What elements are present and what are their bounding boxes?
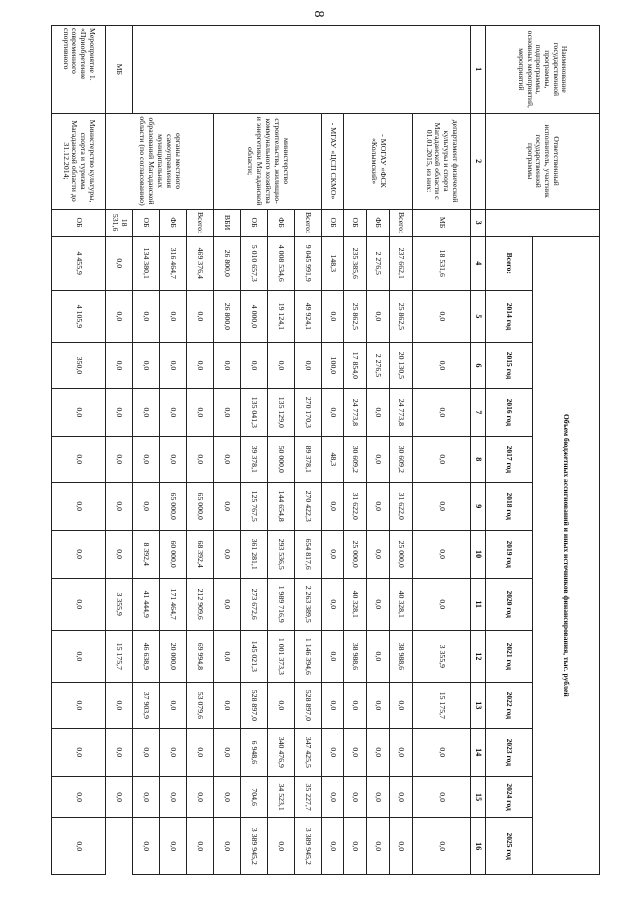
value-cell: 0,0	[214, 388, 241, 436]
value-cell: 347 425,5	[295, 728, 322, 776]
value-cell: 0,0	[344, 728, 367, 776]
value-cell: 0,0	[322, 818, 344, 875]
source-cell: МБ	[413, 209, 471, 236]
value-cell: 46 638,9	[133, 630, 160, 682]
value-cell: 100,0	[322, 343, 344, 389]
value-cell: 212 909,6	[187, 578, 214, 630]
value-cell: 0,0	[106, 682, 133, 728]
value-cell: 35 227,7	[295, 776, 322, 818]
value-cell: 24 773,8	[390, 388, 413, 436]
value-cell: 0,0	[344, 776, 367, 818]
value-cell: 31 622,0	[344, 482, 367, 530]
value-cell: 361 281,1	[241, 530, 268, 578]
column-number: 3	[471, 209, 486, 236]
value-cell: 350,0	[52, 343, 106, 389]
value-cell: 0,0	[413, 728, 471, 776]
value-cell: 0,0	[133, 388, 160, 436]
source-cell: Всего:	[187, 209, 214, 236]
value-cell: 0,0	[390, 776, 413, 818]
value-cell: 8 392,4	[133, 530, 160, 578]
value-cell: 0,0	[295, 343, 322, 389]
value-cell: 528 897,0	[295, 682, 322, 728]
total-cell: 148,3	[322, 236, 344, 290]
value-cell: 0,0	[214, 482, 241, 530]
value-cell: 0,0	[413, 436, 471, 482]
value-cell: 0,0	[268, 818, 295, 875]
value-cell: 528 897,0	[241, 682, 268, 728]
value-cell: 24 773,8	[344, 388, 367, 436]
value-cell: 0,0	[214, 630, 241, 682]
value-cell: 0,0	[413, 343, 471, 389]
value-cell: 0,0	[160, 682, 187, 728]
column-number: 6	[471, 343, 486, 389]
value-cell: 20 130,5	[390, 343, 413, 389]
column-number: 1	[471, 26, 486, 114]
value-cell: 144 654,8	[268, 482, 295, 530]
value-cell: 0,0	[106, 388, 133, 436]
value-cell: 293 536,5	[268, 530, 295, 578]
value-cell: 0,0	[322, 682, 344, 728]
value-cell: 0,0	[133, 818, 160, 875]
value-cell: 0,0	[133, 776, 160, 818]
value-cell: 0,0	[214, 728, 241, 776]
value-cell: 0,0	[52, 530, 106, 578]
value-cell: 0,0	[160, 776, 187, 818]
value-cell: 0,0	[322, 388, 344, 436]
value-cell: 17 854,0	[344, 343, 367, 389]
source-cell: ОБ	[133, 209, 160, 236]
value-cell: 0,0	[367, 290, 390, 342]
value-cell: 0,0	[367, 578, 390, 630]
value-cell: 0,0	[344, 682, 367, 728]
column-number: 12	[471, 630, 486, 682]
value-cell: 0,0	[322, 530, 344, 578]
source-cell: ОБ	[52, 209, 106, 236]
header-year-2025: 2025 год	[486, 818, 533, 875]
total-cell: 2 276,5	[367, 236, 390, 290]
value-cell: 40 328,1	[344, 578, 367, 630]
column-number: 13	[471, 682, 486, 728]
value-cell: 0,0	[160, 343, 187, 389]
value-cell: 1 989 716,9	[268, 578, 295, 630]
value-cell: 0,0	[322, 290, 344, 342]
value-cell: 0,0	[187, 776, 214, 818]
value-cell: 0,0	[133, 436, 160, 482]
source-cell: Всего:	[390, 209, 413, 236]
value-cell: 0,0	[214, 682, 241, 728]
column-number: 2	[471, 113, 486, 209]
value-cell: 25 862,5	[344, 290, 367, 342]
value-cell: 19 124,1	[268, 290, 295, 342]
value-cell: 0,0	[106, 776, 133, 818]
value-cell: 704,6	[241, 776, 268, 818]
total-cell: 316 464,7	[160, 236, 187, 290]
source-cell: ФБ	[268, 209, 295, 236]
column-number: 8	[471, 436, 486, 482]
total-cell: 469 376,4	[187, 236, 214, 290]
value-cell: 135 129,0	[268, 388, 295, 436]
value-cell: 49 924,1	[295, 290, 322, 342]
executor-cell: органы местного самоуправления муниципальных образований Магаданской области (по согласованию)	[106, 113, 214, 209]
header-year-2018: 2018 год	[486, 482, 533, 530]
source-cell: ВБИ	[214, 209, 241, 236]
source-cell: ФБ	[160, 209, 187, 236]
value-cell: 0,0	[367, 436, 390, 482]
value-cell: 0,0	[187, 436, 214, 482]
source-cell: ОБ	[241, 209, 268, 236]
value-cell: 2 276,5	[367, 343, 390, 389]
table-row	[295, 26, 322, 875]
value-cell: 0,0	[187, 818, 214, 875]
value-cell: 0,0	[367, 388, 390, 436]
header-funding-group: Объем бюджетных ассигнований и иных источников финансирования, тыс. рублей	[533, 236, 600, 874]
value-cell: 69 994,8	[187, 630, 214, 682]
executor-cell: департамент физической культуры и спорта Магаданской области с 01.01.2015, из них:	[413, 113, 471, 209]
header-year-2020: 2020 год	[486, 578, 533, 630]
value-cell: 1 001 373,3	[268, 630, 295, 682]
value-cell: 0,0	[268, 343, 295, 389]
header-year-2023: 2023 год	[486, 728, 533, 776]
value-cell: 0,0	[133, 728, 160, 776]
executor-cell: - МОГАУ «ФСК «Колымский»	[344, 113, 413, 209]
value-cell: 0,0	[390, 682, 413, 728]
value-cell: 0,0	[52, 630, 106, 682]
value-cell: 0,0	[52, 388, 106, 436]
table-row	[187, 26, 214, 875]
value-cell: 0,0	[160, 388, 187, 436]
source-cell: ФБ	[367, 209, 390, 236]
value-cell: 145 021,3	[241, 630, 268, 682]
value-cell: 3 389 945,2	[241, 818, 268, 875]
column-number: 9	[471, 482, 486, 530]
value-cell: 0,0	[322, 776, 344, 818]
value-cell: 0,0	[344, 818, 367, 875]
value-cell: 0,0	[322, 578, 344, 630]
value-cell: 48,3	[322, 436, 344, 482]
value-cell: 0,0	[367, 530, 390, 578]
value-cell: 125 767,5	[241, 482, 268, 530]
value-cell: 0,0	[214, 776, 241, 818]
value-cell: 0,0	[106, 436, 133, 482]
value-cell: 3 389 945,2	[295, 818, 322, 875]
value-cell: 65 000,0	[160, 482, 187, 530]
value-cell: 0,0	[214, 818, 241, 875]
column-number: 4	[471, 236, 486, 290]
value-cell: 0,0	[413, 530, 471, 578]
header-year-2024: 2024 год	[486, 776, 533, 818]
table-row	[390, 26, 413, 875]
header-year-2022: 2022 год	[486, 682, 533, 728]
header-total: Всего:	[486, 236, 533, 290]
value-cell: 135 041,3	[241, 388, 268, 436]
value-cell: 0,0	[214, 436, 241, 482]
header-year-2014: 2014 год	[486, 290, 533, 342]
value-cell: 0,0	[268, 682, 295, 728]
value-cell: 0,0	[214, 578, 241, 630]
value-cell: 4 000,0	[241, 290, 268, 342]
value-cell: 3 355,9	[106, 578, 133, 630]
value-cell: 0,0	[413, 290, 471, 342]
value-cell: 15 175,7	[106, 630, 133, 682]
value-cell: 0,0	[241, 343, 268, 389]
header-source-col	[486, 209, 600, 236]
value-cell: 41 444,9	[133, 578, 160, 630]
value-cell: 0,0	[52, 682, 106, 728]
value-cell: 0,0	[367, 482, 390, 530]
value-cell: 1 146 394,6	[295, 630, 322, 682]
column-number: 15	[471, 776, 486, 818]
executor-cell: - МГАУ «ЦСП СКМО»	[322, 113, 344, 209]
table-row	[322, 26, 344, 875]
value-cell: 0,0	[322, 728, 344, 776]
value-cell: 50 000,0	[268, 436, 295, 482]
header-year-2019: 2019 год	[486, 530, 533, 578]
value-cell: 0,0	[133, 290, 160, 342]
header-year-2021: 2021 год	[486, 630, 533, 682]
event-name-cell: Мероприятие 1. «Приобретение современного спортивного	[52, 26, 106, 114]
value-cell: 37 903,9	[133, 682, 160, 728]
table-row	[413, 26, 471, 875]
value-cell: 0,0	[160, 818, 187, 875]
value-cell: 0,0	[160, 728, 187, 776]
value-cell: 0,0	[214, 343, 241, 389]
value-cell: 0,0	[367, 728, 390, 776]
value-cell: 0,0	[413, 482, 471, 530]
table-row	[52, 26, 106, 875]
column-number: 11	[471, 578, 486, 630]
source-cell: Всего:	[295, 209, 322, 236]
value-cell: 0,0	[52, 818, 106, 875]
value-cell: 60 000,0	[160, 530, 187, 578]
value-cell: 89 378,1	[295, 436, 322, 482]
value-cell: 0,0	[390, 728, 413, 776]
total-cell: 4 008 534,6	[268, 236, 295, 290]
header-year-2017: 2017 год	[486, 436, 533, 482]
value-cell: 171 464,7	[160, 578, 187, 630]
value-cell: 68 392,4	[187, 530, 214, 578]
header-executor-col: Ответственный исполнитель, участник государственной программы	[486, 113, 600, 209]
value-cell: 654 817,6	[295, 530, 322, 578]
column-number: 16	[471, 818, 486, 875]
value-cell: 0,0	[187, 343, 214, 389]
total-cell: 9 045 991,9	[295, 236, 322, 290]
value-cell: 30 609,2	[344, 436, 367, 482]
value-cell: 0,0	[367, 630, 390, 682]
source-cell: МБ	[106, 26, 133, 114]
value-cell: 6 948,6	[241, 728, 268, 776]
total-cell: 26 800,0	[214, 236, 241, 290]
value-cell: 4 105,9	[52, 290, 106, 342]
value-cell: 0,0	[322, 630, 344, 682]
value-cell: 25 000,0	[344, 530, 367, 578]
value-cell: 0,0	[52, 482, 106, 530]
value-cell: 0,0	[187, 290, 214, 342]
value-cell: 340 476,9	[268, 728, 295, 776]
value-cell: 0,0	[52, 436, 106, 482]
value-cell: 38 988,6	[344, 630, 367, 682]
value-cell: 26 800,0	[214, 290, 241, 342]
header-year-2015: 2015 год	[486, 343, 533, 389]
value-cell: 38 988,6	[390, 630, 413, 682]
value-cell: 0,0	[367, 818, 390, 875]
value-cell: 0,0	[214, 530, 241, 578]
value-cell: 270 170,3	[295, 388, 322, 436]
value-cell: 0,0	[413, 818, 471, 875]
value-cell: 0,0	[52, 728, 106, 776]
value-cell: 25 000,0	[390, 530, 413, 578]
total-cell: 235 385,6	[344, 236, 367, 290]
value-cell: 0,0	[106, 728, 133, 776]
value-cell: 53 079,6	[187, 682, 214, 728]
column-number: 14	[471, 728, 486, 776]
value-cell: 30 609,2	[390, 436, 413, 482]
total-cell: 237 662,1	[390, 236, 413, 290]
total-cell: 5 010 657,3	[241, 236, 268, 290]
value-cell: 0,0	[187, 728, 214, 776]
value-cell: 0,0	[367, 776, 390, 818]
value-cell: 20 000,0	[160, 630, 187, 682]
value-cell: 34 523,1	[268, 776, 295, 818]
value-cell: 0,0	[367, 682, 390, 728]
value-cell: 0,0	[187, 388, 214, 436]
value-cell: 0,0	[106, 482, 133, 530]
total-cell: 4 455,9	[52, 236, 106, 290]
value-cell: 0,0	[413, 578, 471, 630]
budget-table-rotated	[40, 25, 600, 875]
header-name-col: Наименование государственной программы, подпрограммы, основных мероприятий, мероприятий	[486, 26, 600, 114]
value-cell: 0,0	[52, 776, 106, 818]
value-cell: 31 622,0	[390, 482, 413, 530]
column-number: 10	[471, 530, 486, 578]
value-cell: 0,0	[52, 578, 106, 630]
program-name-cell	[133, 26, 471, 114]
budget-table	[51, 25, 600, 875]
total-cell: 18 531,6	[413, 236, 471, 290]
value-cell: 3 355,9	[413, 630, 471, 682]
value-cell: 0,0	[106, 236, 133, 290]
value-cell: 0,0	[106, 343, 133, 389]
total-cell: 18 531,6	[106, 209, 133, 236]
value-cell: 273 672,6	[241, 578, 268, 630]
value-cell: 2 263 389,5	[295, 578, 322, 630]
page-number: 8	[311, 10, 326, 18]
total-cell: 134 380,1	[133, 236, 160, 290]
column-number: 5	[471, 290, 486, 342]
value-cell: 0,0	[413, 388, 471, 436]
value-cell: 0,0	[106, 290, 133, 342]
value-cell: 15 175,7	[413, 682, 471, 728]
value-cell: 0,0	[160, 290, 187, 342]
column-number: 7	[471, 388, 486, 436]
table-body	[52, 26, 471, 875]
value-cell: 0,0	[390, 818, 413, 875]
executor-cell: Министерство культуры, спорта и туризма Магаданской области до 31.12.2014;	[52, 113, 106, 209]
value-cell: 0,0	[413, 776, 471, 818]
value-cell: 65 000,0	[187, 482, 214, 530]
value-cell: 270 422,3	[295, 482, 322, 530]
value-cell: 0,0	[160, 436, 187, 482]
header-year-2016: 2016 год	[486, 388, 533, 436]
column-number-row	[471, 26, 486, 875]
source-cell: ОБ	[322, 209, 344, 236]
source-cell: ОБ	[344, 209, 367, 236]
value-cell: 39 378,1	[241, 436, 268, 482]
executor-cell: министерство строительства, жилищно-коммунального хозяйства и энергетики Магаданской области;	[214, 113, 322, 209]
value-cell: 0,0	[133, 482, 160, 530]
value-cell: 0,0	[133, 343, 160, 389]
value-cell: 0,0	[322, 482, 344, 530]
value-cell: 25 862,5	[390, 290, 413, 342]
value-cell: 0,0	[106, 530, 133, 578]
value-cell: 40 328,1	[390, 578, 413, 630]
